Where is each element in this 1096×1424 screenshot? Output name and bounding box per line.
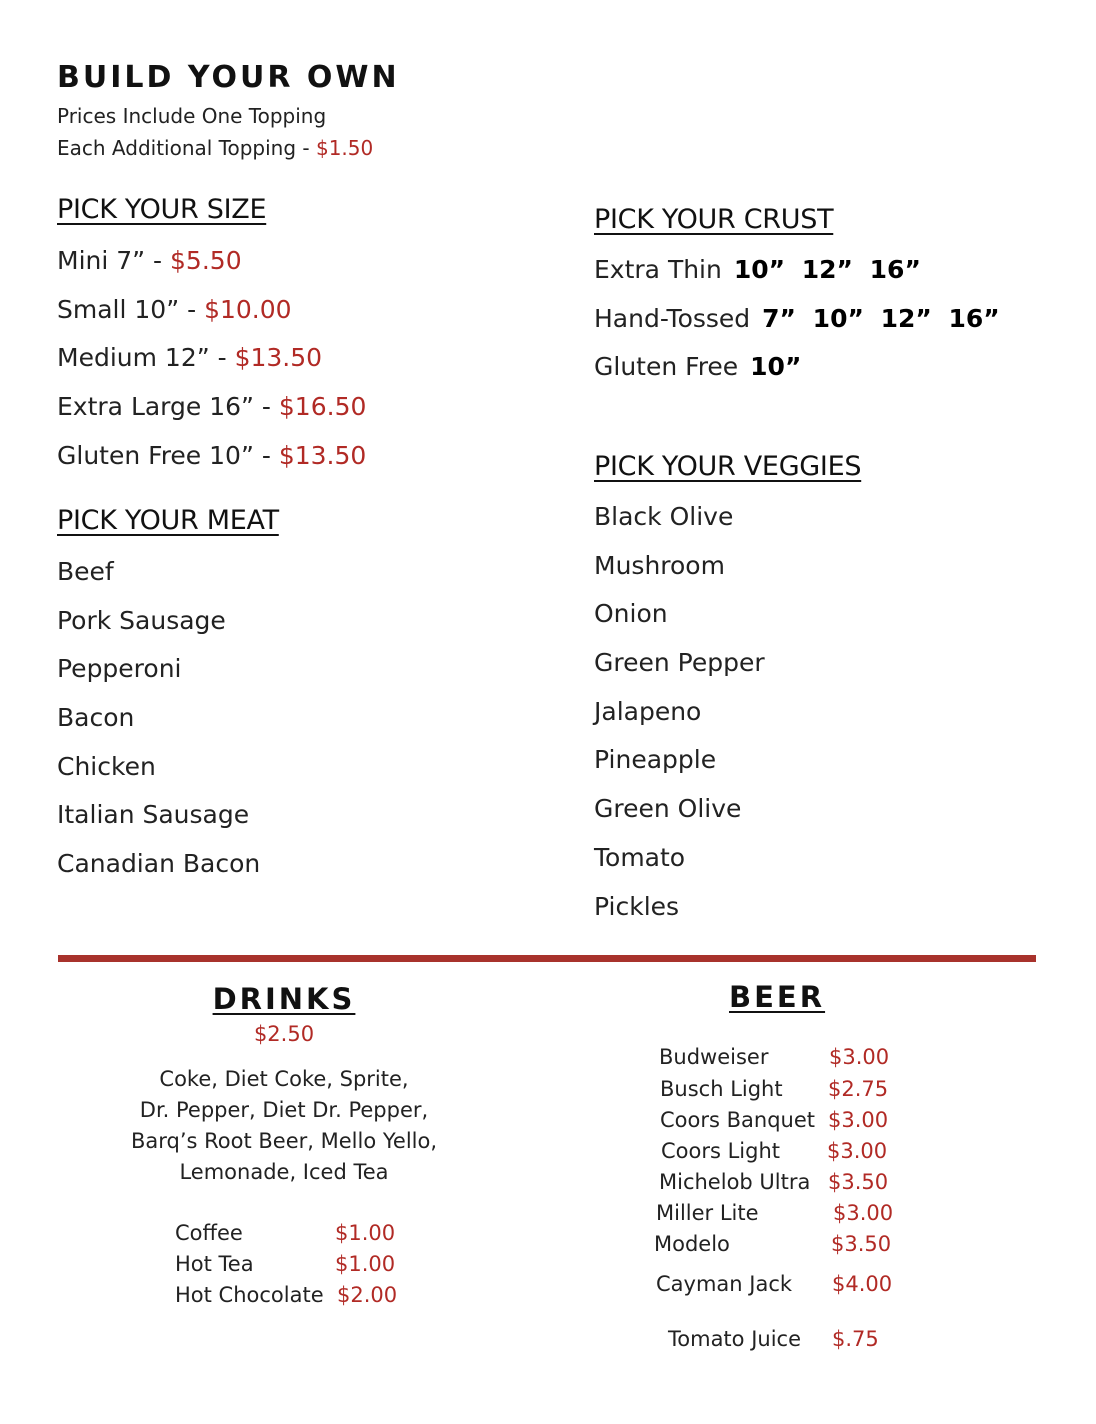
- meat-item: Chicken: [57, 751, 156, 781]
- meat-item: Italian Sausage: [57, 800, 250, 830]
- beer-name: Coors Banquet: [660, 1108, 815, 1132]
- beer-name: Modelo: [654, 1232, 730, 1256]
- meat-section-title: PICK YOUR MEAT: [57, 505, 279, 536]
- beer-name: Coors Light: [661, 1139, 781, 1163]
- beer-row: [660, 1105, 889, 1136]
- beer-row: [661, 1136, 888, 1167]
- veggie-item: Onion: [594, 599, 668, 629]
- veggie-item: Jalapeno: [594, 696, 702, 726]
- meat-item: Pork Sausage: [57, 605, 226, 635]
- hot-drinks-list: [175, 1218, 415, 1311]
- crust-section-title: PICK YOUR CRUST: [594, 204, 834, 235]
- beer-row: [659, 1167, 889, 1198]
- crust-name: Hand-Tossed: [594, 303, 751, 333]
- veggie-item: Mushroom: [594, 550, 725, 580]
- section-divider: [58, 955, 1036, 962]
- veggie-item: Pickles: [594, 891, 680, 921]
- additional-topping-note: [57, 132, 373, 164]
- size-name: Extra Large 16” -: [57, 392, 279, 422]
- beer-price: $3.50: [828, 1170, 889, 1194]
- size-section-title: PICK YOUR SIZE: [57, 194, 267, 225]
- size-price: $13.50: [278, 440, 367, 470]
- veggie-item: Black Olive: [594, 502, 734, 531]
- beer-name: Budweiser: [659, 1045, 769, 1069]
- meat-item: Pepperoni: [57, 654, 182, 684]
- hot-drink-row: [175, 1218, 415, 1249]
- beer-row: [654, 1229, 892, 1260]
- beer-row: [659, 1042, 890, 1073]
- hot-drink-name: Hot Chocolate: [175, 1283, 324, 1307]
- size-item: [57, 441, 366, 490]
- veggies-list: [594, 502, 765, 940]
- header-subtitle: [57, 100, 373, 164]
- size-name: Mini 7” -: [57, 246, 171, 275]
- size-price: $13.50: [234, 343, 323, 373]
- crust-item: [594, 304, 1000, 353]
- size-list: [57, 246, 366, 489]
- size-name: Medium 12” -: [57, 343, 235, 373]
- additional-topping-price: $1.50: [315, 136, 374, 160]
- hot-drink-price: $2.00: [337, 1283, 398, 1307]
- size-item: [57, 392, 366, 441]
- crust-list: [594, 255, 1000, 401]
- drinks-line: Coke, Diet Coke, Sprite,: [159, 1067, 409, 1091]
- crust-item: [594, 352, 1000, 401]
- beer-price: $3.00: [829, 1045, 890, 1069]
- beer-title: BEER: [729, 980, 826, 1014]
- beer-name: Miller Lite: [656, 1201, 759, 1225]
- hot-drink-price: $1.00: [335, 1252, 396, 1276]
- beer-row: [660, 1074, 889, 1105]
- meat-item: Beef: [57, 557, 114, 586]
- beer-price: $.75: [832, 1327, 879, 1351]
- beer-row: [656, 1269, 893, 1300]
- hot-drink-name: Hot Tea: [175, 1252, 254, 1276]
- veggie-item: Pineapple: [594, 745, 717, 775]
- size-item: [57, 246, 366, 295]
- hot-drink-row: [175, 1249, 415, 1280]
- size-price: $16.50: [278, 392, 367, 422]
- veggie-item: Green Pepper: [594, 648, 765, 678]
- beer-name: Michelob Ultra: [659, 1170, 811, 1194]
- drinks-list: [109, 1064, 459, 1188]
- beer-price: $3.50: [831, 1232, 892, 1256]
- page-title: BUILD YOUR OWN: [57, 60, 400, 95]
- size-price: $10.00: [204, 294, 292, 324]
- veggie-item: Green Olive: [594, 794, 742, 824]
- beer-row: [668, 1324, 879, 1355]
- size-item: [57, 343, 366, 392]
- meat-item: Canadian Bacon: [57, 849, 261, 879]
- crust-sizes: 7” 10” 12” 16”: [762, 303, 1000, 333]
- hot-drink-row: [175, 1280, 415, 1311]
- beer-name: Cayman Jack: [656, 1272, 793, 1296]
- drinks-title: DRINKS: [212, 982, 356, 1016]
- drinks-line: Barq’s Root Beer, Mello Yello,: [130, 1129, 438, 1153]
- crust-name: Extra Thin: [594, 255, 722, 284]
- meat-item: Bacon: [57, 703, 135, 733]
- drinks-line: Lemonade, Iced Tea: [179, 1160, 389, 1184]
- crust-sizes: 10”: [750, 352, 802, 382]
- veggies-section-title: PICK YOUR VEGGIES: [594, 451, 862, 482]
- beer-row: [656, 1198, 894, 1229]
- topping-note: Prices Include One Topping: [57, 104, 327, 128]
- beer-name: Busch Light: [660, 1077, 783, 1101]
- meat-list: [57, 557, 260, 898]
- size-name: Gluten Free 10” -: [57, 440, 279, 470]
- beer-name: Tomato Juice: [668, 1327, 801, 1351]
- drinks-price: $2.50: [253, 1022, 315, 1046]
- crust-sizes: 10” 12” 16”: [733, 255, 921, 284]
- hot-drink-name: Coffee: [175, 1221, 243, 1245]
- beer-price: $2.75: [828, 1077, 889, 1101]
- crust-name: Gluten Free: [594, 352, 739, 382]
- additional-topping-label: Each Additional Topping -: [57, 136, 316, 160]
- size-name: Small 10” -: [57, 294, 205, 324]
- beer-price: $3.00: [833, 1201, 894, 1225]
- size-item: [57, 295, 366, 344]
- beer-price: $3.00: [827, 1139, 888, 1163]
- drinks-header: [134, 982, 434, 1046]
- beer-price: $4.00: [832, 1272, 893, 1296]
- beer-price: $3.00: [828, 1108, 889, 1132]
- hot-drink-price: $1.00: [335, 1221, 396, 1245]
- veggie-item: Tomato: [594, 842, 686, 872]
- crust-item: [594, 255, 1000, 304]
- size-price: $5.50: [170, 246, 242, 275]
- drinks-line: Dr. Pepper, Diet Dr. Pepper,: [139, 1098, 429, 1122]
